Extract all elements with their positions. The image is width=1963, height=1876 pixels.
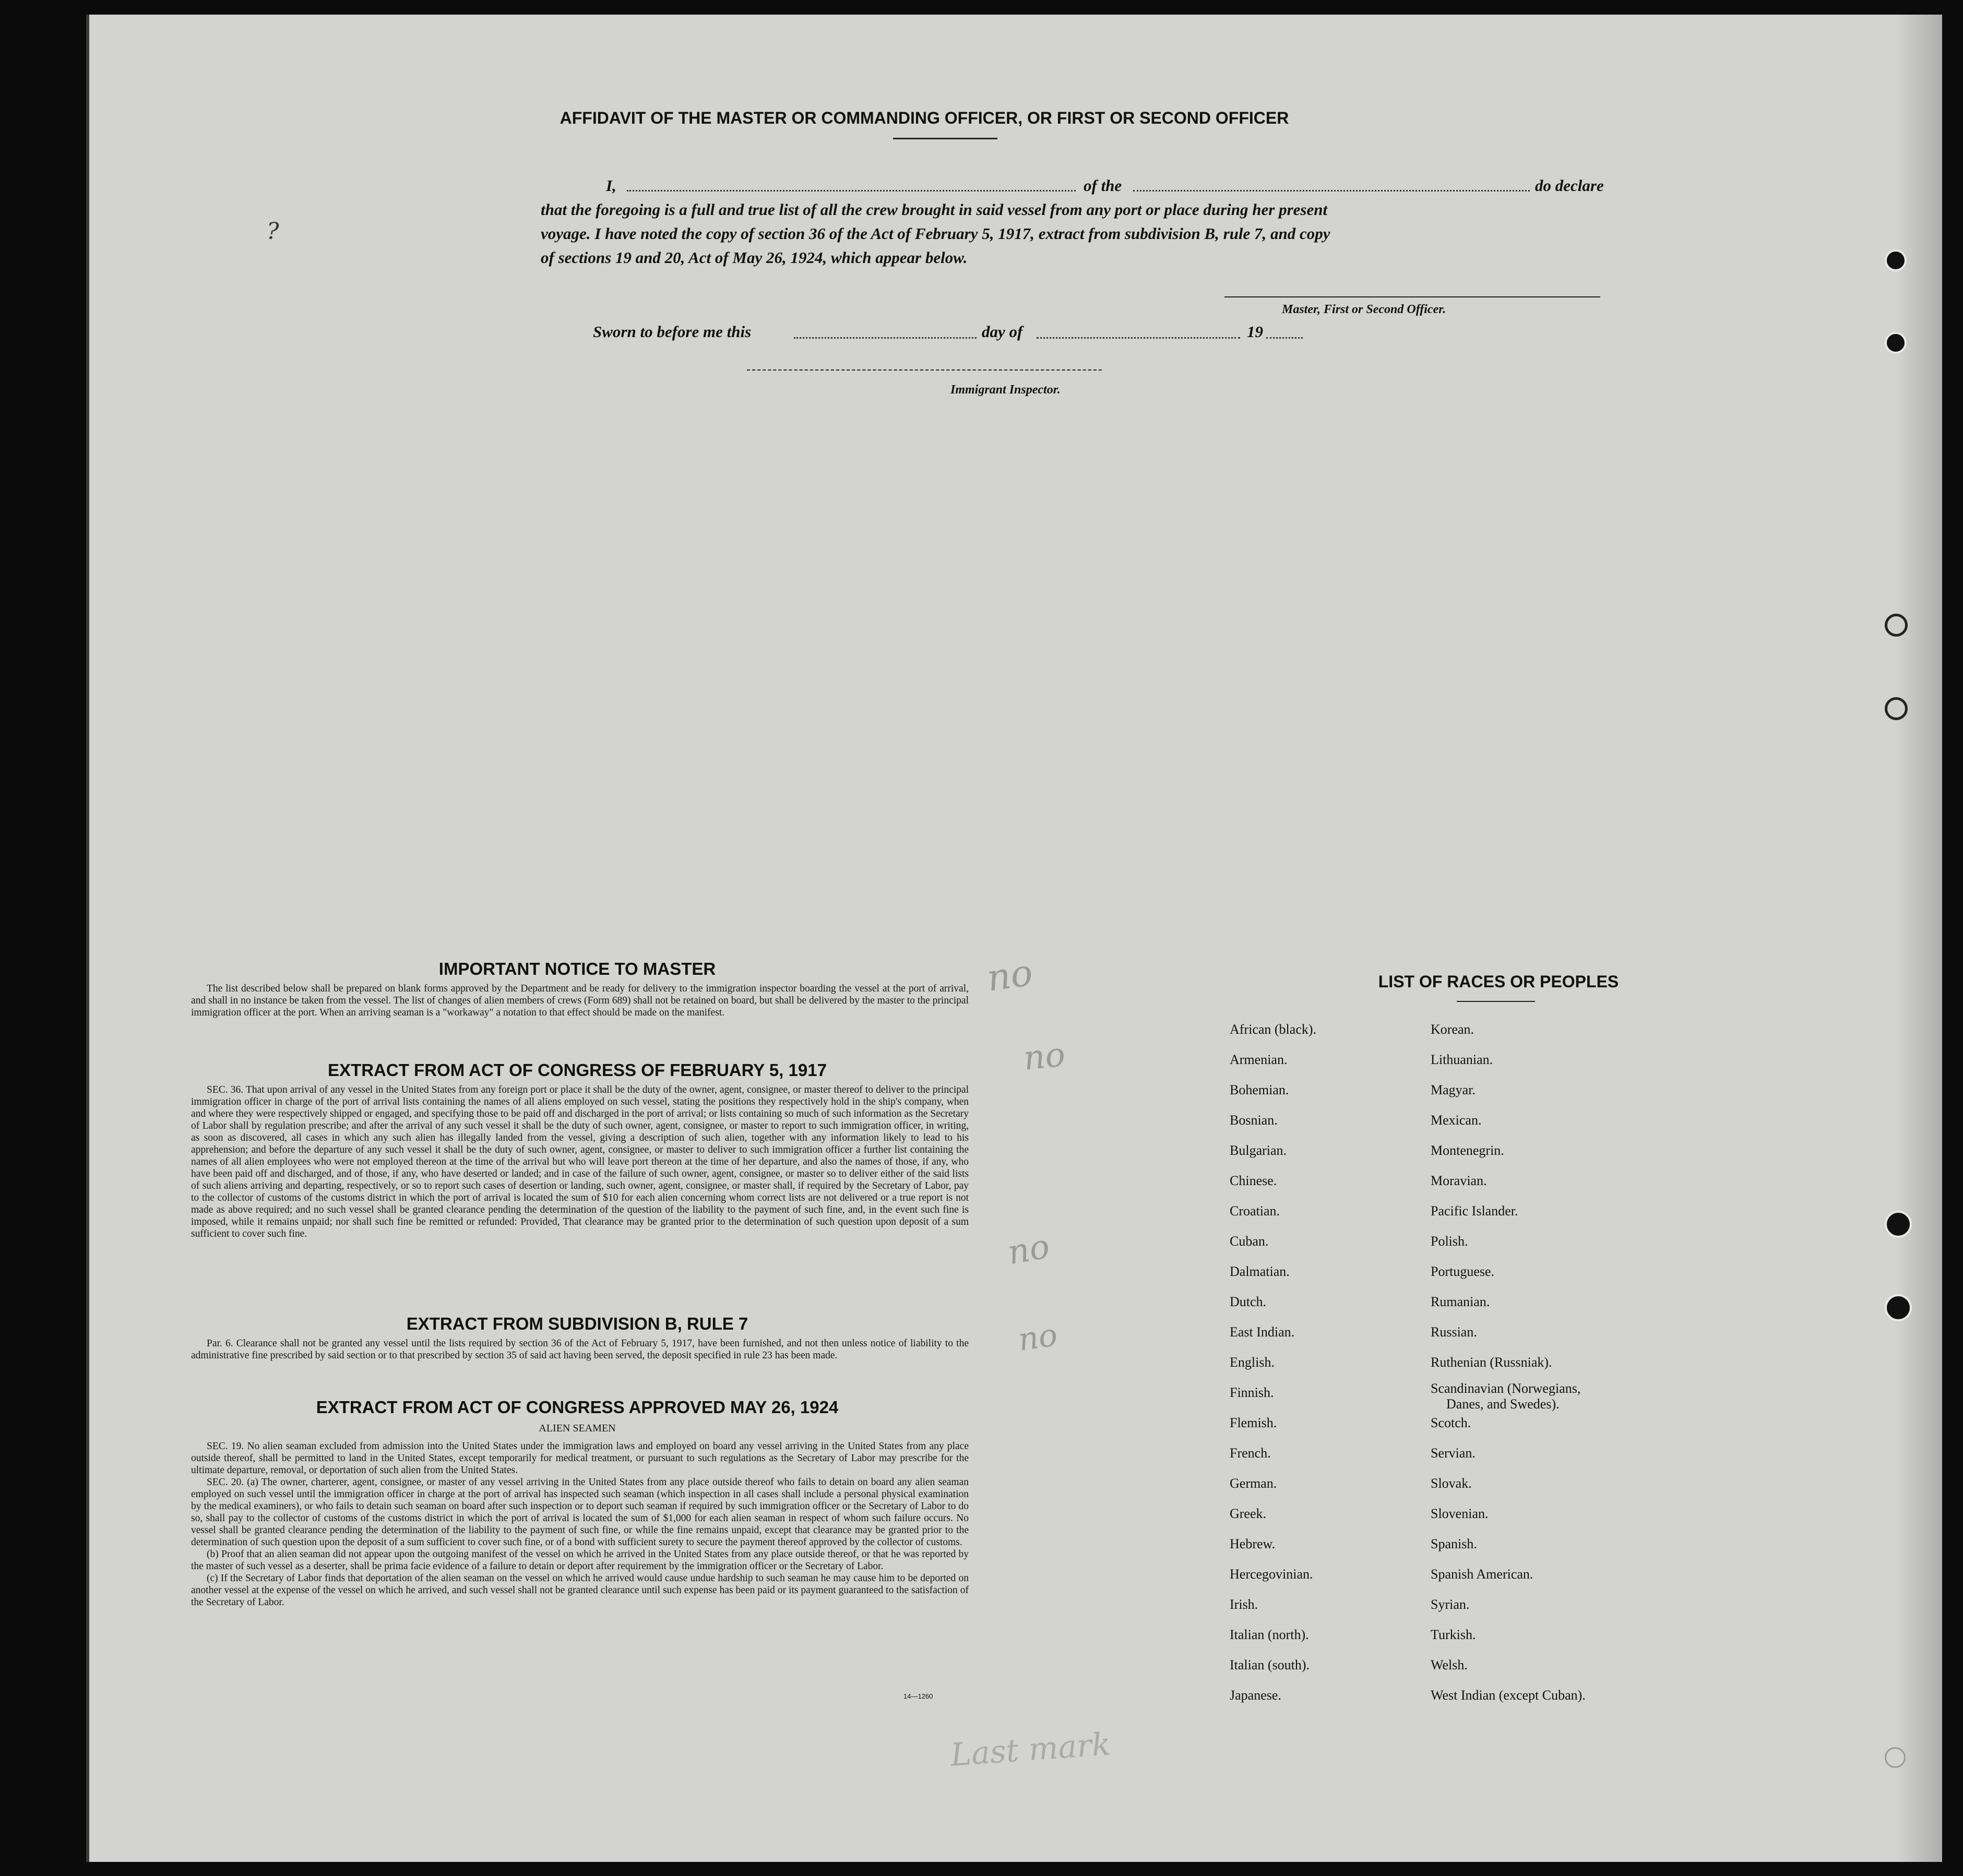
race-item: Flemish.: [1230, 1415, 1277, 1430]
races-title-underline: [1457, 1001, 1535, 1002]
race-item: Greek.: [1230, 1506, 1267, 1521]
race-item: French.: [1230, 1445, 1271, 1461]
page-shadow: [1895, 15, 1942, 1862]
race-item: Italian (south).: [1230, 1657, 1310, 1672]
document-sheet: [86, 15, 1942, 1862]
race-item: Japanese.: [1230, 1688, 1281, 1703]
race-item: Scotch.: [1431, 1415, 1471, 1430]
extract-1924-title: EXTRACT FROM ACT OF CONGRESS APPROVED MAY 26, 1924: [316, 1397, 839, 1417]
race-item: Portuguese.: [1431, 1264, 1495, 1279]
race-item: Dutch.: [1230, 1294, 1267, 1309]
race-item: Slovak.: [1431, 1476, 1472, 1491]
section-19-paragraph: SEC. 19. No alien seaman excluded from admission into the United States under the immigration laws and employed on board any vessel arriving in the United States from any place outside thereof, shall be permitted to land in the United States, except temporarily for medical treatment, or pursuant to such regulations as the Secretary of Labor may prescribe for the ultimate departure, removal, or deportation of such alien from the United States.: [191, 1441, 969, 1476]
race-item: Turkish.: [1431, 1627, 1476, 1642]
handwritten-mark: no: [1005, 1227, 1053, 1273]
sworn-prefix: Sworn to before me this: [593, 322, 752, 341]
inspector-label: Immigrant Inspector.: [950, 383, 1061, 397]
handwritten-mark: no: [1016, 1317, 1060, 1358]
race-item: Mexican.: [1431, 1113, 1482, 1128]
race-item: English.: [1230, 1355, 1275, 1370]
race-item-continued: Danes, and Swedes).: [1446, 1396, 1560, 1412]
master-signature-label: Master, First or Second Officer.: [1282, 303, 1446, 316]
month-blank: [1037, 337, 1240, 339]
section-36-paragraph: SEC. 36. That upon arrival of any vessel in the United States from any foreign port or place it shall be the duty of the owner, agent, consignee, or master thereof to deliver to the principal immigration officer in charge of the port of arrival lists containing the names of all aliens employed on such vessel, stating the positions they respectively hold in the ship's company, when and where they were respectively shipped or engaged, and specifying those to be paid off and discharged in the port of arrival; or lists containing so much of such information as the Secretary of Labor shall by regulation prescribe; and after the arrival of any such vessel it shall be the duty of such owner, agent, consignee, or master to report to such immigration officer, in writing, as soon as discovered, all cases in which any such alien has illegally landed from the vessel, giving a description of such alien, together with any information likely to lead to his apprehension; and before the departure of any such vessel it shall be the duty of such owner, agent, consignee, or master to deliver to such immigration officer a further list containing the names of all alien employees who were not employed thereon at the time of the arrival but who will leave port thereon at the time of her departure, and also the names of those, if any, who have been paid off and discharged, and of those, if any, who have deserted or landed; and in case of the failure of such owner, agent, consignee, or master so to deliver either of the said lists of such aliens arriving and departing, respectively, or so to report such cases of desertion or landing, such owner, agent, consignee, or master shall, if required by the Secretary of Labor, pay to the collector of customs of the customs district in which the port of arrival is located the sum of $10 for each alien concerning whom correct lists are not delivered or a true report is not made as above required; and no such vessel shall be granted clearance pending the determination of the question of the liability to the payment of such fine, and, in the event such fine is imposed, while it remains unpaid; nor shall such fine be remitted or refunded: Provided, That clearance may be granted prior to the determination of such question upon deposit of a sum sufficient to cover such fine.: [191, 1084, 969, 1239]
sworn-day-of: day of: [982, 322, 1023, 341]
handwritten-mark: Last mark: [949, 1726, 1112, 1774]
sworn-year: 19: [1247, 322, 1263, 341]
handwritten-mark: no: [1021, 1035, 1067, 1078]
race-item: Servian.: [1431, 1445, 1476, 1461]
punch-hole: [1885, 249, 1907, 271]
notice-body: [191, 983, 969, 1019]
race-item: Spanish.: [1431, 1536, 1477, 1551]
race-item: Hebrew.: [1230, 1536, 1276, 1551]
race-item: Hercegovinian.: [1230, 1567, 1313, 1582]
rule7-paragraph: Par. 6. Clearance shall not be granted any vessel until the lists required by section 36 of the Act of February 5, 1917, have been furnished, and not then unless notice of liability to the administrative fine prescribed by said section or to that prescribed by section 35 of said act having been served, the deposit specified in rule 23 has been made.: [191, 1338, 969, 1361]
punch-hole: [1885, 697, 1908, 720]
extract-1917-title: EXTRACT FROM ACT OF CONGRESS OF FEBRUARY 5, 1917: [328, 1060, 827, 1080]
extract-1924-body: [191, 1440, 969, 1608]
race-item: Syrian.: [1431, 1597, 1470, 1612]
race-item: Irish.: [1230, 1597, 1258, 1612]
race-item: Cuban.: [1230, 1234, 1269, 1249]
master-signature-line: [1224, 296, 1600, 297]
race-item: Chinese.: [1230, 1173, 1277, 1188]
race-item: Scandinavian (Norwegians,: [1431, 1381, 1581, 1396]
name-blank: [627, 190, 1076, 192]
race-item: Slovenian.: [1431, 1506, 1489, 1521]
race-item: Polish.: [1431, 1234, 1468, 1249]
race-item: Finnish.: [1230, 1385, 1274, 1400]
race-item: Bulgarian.: [1230, 1143, 1287, 1158]
race-item: Spanish American.: [1431, 1567, 1533, 1582]
alien-seamen-subtitle: ALIEN SEAMEN: [539, 1423, 616, 1434]
race-item: African (black).: [1230, 1022, 1317, 1037]
section-20a-paragraph: SEC. 20. (a) The owner, charterer, agent, consignee, or master of any vessel arriving in the United States from any place outside thereof who fails to detain on board any alien seaman employed on such vessel until the immigration officer in charge at the port of arrival has inspected such seaman (which inspection in all cases shall include a personal physical examination by the medical examiners), or who fails to detain such seaman on board after such inspection or to deport such seaman if required by such immigration officer or the Secretary of Labor to do so, shall pay to the collector of customs of the customs district in which the port of arrival is located the sum of $1,000 for each alien seaman in respect of whom such failure occurs. No vessel shall be granted clearance pending the determination of the liability to the payment of such fine, or while the fine remains unpaid, except that clearance may be granted prior to the determination of such question upon the deposit of a sum sufficient to cover such fine, or of a bond with sufficient surety to secure the payment thereof approved by the collector of customs.: [191, 1477, 969, 1548]
affidavit-title: AFFIDAVIT OF THE MASTER OR COMMANDING OFFICER, OR FIRST OR SECOND OFFICER: [560, 109, 1289, 127]
race-item: Moravian.: [1431, 1173, 1487, 1188]
section-20b-paragraph: (b) Proof that an alien seaman did not appear upon the outgoing manifest of the vessel on which he arrived in the United States from any place outside thereof, or that he was reported by the master of such vessel as a deserter, shall be prima facie evidence of a failure to detain or deport after requirement by the immigration officer or the Secretary of Labor.: [191, 1549, 969, 1572]
race-item: Dalmatian.: [1230, 1264, 1290, 1279]
race-item: German.: [1230, 1476, 1277, 1491]
punch-hole: [1885, 332, 1907, 354]
affidavit-line-3: voyage. I have noted the copy of section 36 of the Act of February 5, 1917, extract from subdivision B, rule 7, and copy: [541, 224, 1330, 243]
punch-hole: [1885, 1747, 1906, 1768]
inspector-signature-line: [747, 369, 1102, 371]
vessel-blank: [1133, 190, 1530, 192]
form-number: 14—1260: [903, 1692, 933, 1700]
section-20c-paragraph: (c) If the Secretary of Labor finds that deportation of the alien seaman on the vessel on which he arrived would cause undue hardship to such seaman he may cause him to be deported on another vessel at the expense of the vessel on which he arrived, and such vessel shall not be granted clearance until such expense has been paid or its payment guaranteed to the satisfaction of the Secretary of Labor.: [191, 1573, 969, 1608]
punch-hole: [1885, 1294, 1912, 1321]
day-blank: [794, 337, 977, 339]
race-item: Bosnian.: [1230, 1113, 1278, 1128]
race-item: Italian (north).: [1230, 1627, 1309, 1642]
affidavit-i: I,: [606, 176, 616, 195]
affidavit-do-declare: do declare: [1535, 176, 1604, 195]
punch-hole: [1885, 614, 1908, 637]
race-item: West Indian (except Cuban).: [1431, 1688, 1586, 1703]
extract-rule7-body: [191, 1337, 969, 1361]
race-item: Welsh.: [1431, 1657, 1468, 1672]
extract-1917-body: [191, 1084, 969, 1240]
race-item: Armenian.: [1230, 1052, 1288, 1067]
race-item: Korean.: [1431, 1022, 1474, 1037]
race-item: Magyar.: [1431, 1082, 1476, 1097]
title-underline: [893, 138, 997, 139]
race-item: Russian.: [1431, 1324, 1477, 1340]
race-item: Montenegrin.: [1431, 1143, 1504, 1158]
race-item: East Indian.: [1230, 1324, 1295, 1340]
year-blank: [1266, 337, 1303, 339]
race-item: Rumanian.: [1431, 1294, 1490, 1309]
affidavit-line-2: that the foregoing is a full and true list of all the crew brought in said vessel from any port or place during her present: [541, 200, 1328, 219]
extract-rule7-title: EXTRACT FROM SUBDIVISION B, RULE 7: [406, 1314, 748, 1333]
race-item: Lithuanian.: [1431, 1052, 1493, 1067]
race-item: Ruthenian (Russniak).: [1431, 1355, 1552, 1370]
race-item: Croatian.: [1230, 1203, 1280, 1218]
handwritten-mark: ?: [267, 218, 279, 245]
race-item: Bohemian.: [1230, 1082, 1289, 1097]
notice-paragraph: The list described below shall be prepared on blank forms approved by the Department and be ready for delivery to the immigration inspector boarding the vessel at the port of arrival, and shall in no instance be taken from the vessel. The list of changes of alien members of crews (Form 689) shall not be retained on board, but shall be delivered by the master to the principal immigration officer at the port. When an arriving seaman is a "workaway" a notation to that effect should be made on the manifest.: [191, 983, 969, 1018]
handwritten-mark: no: [984, 951, 1036, 1000]
race-item: Pacific Islander.: [1431, 1203, 1518, 1218]
affidavit-of-the: of the: [1084, 176, 1122, 195]
affidavit-line-4: of sections 19 and 20, Act of May 26, 1924, which appear below.: [541, 248, 968, 267]
notice-title: IMPORTANT NOTICE TO MASTER: [438, 959, 716, 978]
punch-hole: [1885, 1211, 1912, 1238]
races-title: LIST OF RACES OR PEOPLES: [1378, 972, 1619, 991]
